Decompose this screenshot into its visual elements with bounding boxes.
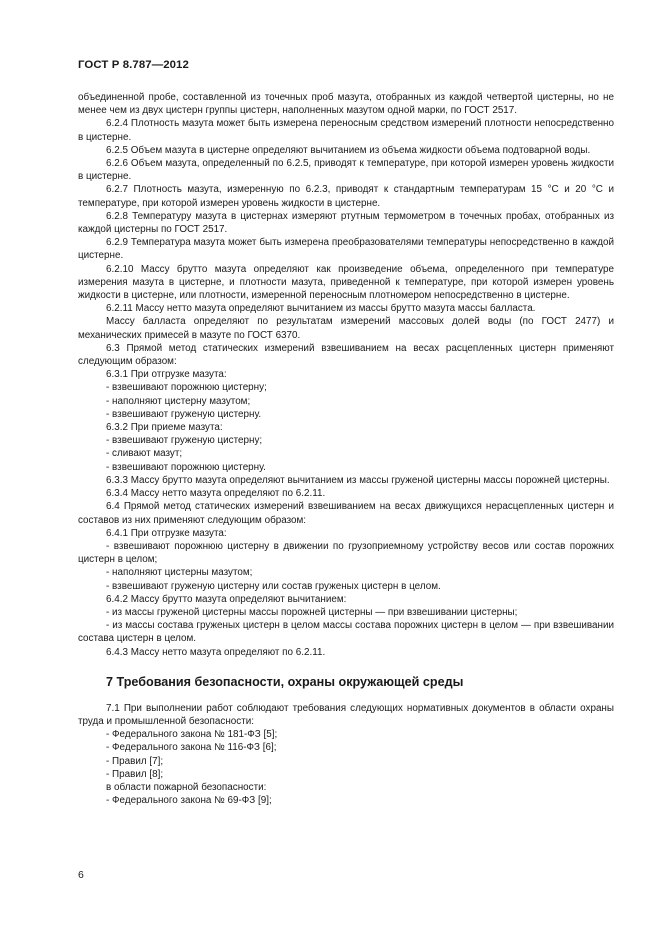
list-item: - Правил [8]; xyxy=(106,768,164,780)
paragraph: 6.2.10 Массу брутто мазута определяют как произведение объема, определенного при температуре измерения мазута в цистерне, и плотности мазута, приведенной к температуре, при которой измерен уровень жидкости в цистерне, или плотности, измеренной переносным плотномером непосредственно в цистерне. xyxy=(78,263,614,302)
list-item: - из массы груженой цистерны массы порожней цистерны — при взвешивании цистерны; xyxy=(106,606,518,618)
document-body xyxy=(78,91,614,807)
list-item: - Федерального закона № 116-ФЗ [6]; xyxy=(106,742,277,754)
list-item: - взвешивают порожнюю цистерну; xyxy=(106,382,267,394)
list-item: - сливают мазут; xyxy=(106,448,183,460)
paragraph: 6.2.4 Плотность мазута может быть измерена переносным средством измерений плотности непосредственно в цистерне. xyxy=(78,118,614,143)
list-item: - взвешивают груженую цистерну. xyxy=(106,408,262,420)
paragraph: 6.2.7 Плотность мазута, измеренную по 6.2.3, приводят к стандартным температурам 15 °С и 20 °С и температуре, при которой измерен уровень жидкости в цистерне. xyxy=(78,184,614,209)
list-item: 6.4.3 Массу нетто мазута определяют по 6.2.11. xyxy=(106,646,326,658)
paragraph: 6.3 Прямой метод статических измерений взвешиванием на весах расцепленных цистерн применяют следующим образом: xyxy=(78,342,614,368)
list-item: - Федерального закона № 181-ФЗ [5]; xyxy=(106,729,278,741)
paragraph: 6.2.6 Объем мазута, определенный по 6.2.5, приводят к температуре, при которой измерен уровень жидкости в цистерне. xyxy=(78,158,614,183)
list-item: 6.4.2 Массу брутто мазута определяют вычитанием: xyxy=(106,593,347,605)
section-7-heading: 7 Требования безопасности, охраны окружающей среды xyxy=(106,674,464,689)
list-item: - взвешивают груженую цистерну; xyxy=(106,435,263,447)
paragraph: 6.4 Прямой метод статических измерений взвешиванием на весах движущихся нерасцепленных цистерн и составов из них применяют следующим образом: xyxy=(78,501,614,526)
list-item: 6.3.4 Массу нетто мазута определяют по 6.2.11. xyxy=(106,488,326,500)
paragraph: 6.3.3 Массу брутто мазута определяют вычитанием из массы груженой цистерны массы порожней цистерны. xyxy=(106,474,610,486)
list-item: - Правил [7]; xyxy=(106,755,164,767)
paragraph: 6.2.11 Массу нетто мазута определяют вычитанием из массы брутто мазута массы балласта. xyxy=(106,303,536,315)
paragraph: 6.2.8 Температуру мазута в цистернах измеряют ртутным термометром в точечных пробах, отобранных из каждой цистерны по ГОСТ 2517. xyxy=(78,210,614,236)
list-item: в области пожарной безопасности: xyxy=(106,781,267,793)
paragraph: 7.1 При выполнении работ соблюдают требования следующих нормативных документов в области охраны труда и промышленной безопасности: xyxy=(78,702,614,727)
list-item: - наполняют цистерну мазутом; xyxy=(106,395,251,407)
paragraph: - из массы состава груженых цистерн в целом массы состава порожних цистерн в целом — при взвешивании состава цистерн в целом. xyxy=(78,620,614,645)
list-item: - Федерального закона № 69-ФЗ [9]; xyxy=(106,795,272,807)
section-7-text xyxy=(78,702,614,808)
list-item: - взвешивают груженую цистерну или состав груженых цистерн в целом. xyxy=(106,580,441,592)
standard-header: ГОСТ Р 8.787—2012 xyxy=(78,59,189,71)
paragraph: 6.2.5 Объем мазута в цистерне определяют вычитанием из объема жидкости объема подтоварной воды. xyxy=(106,144,591,156)
paragraph: Массу балласта определяют по результатам измерений массовых долей воды (по ГОСТ 2477) и механических примесей в мазуте по ГОСТ 6370. xyxy=(78,316,614,341)
section-6-text xyxy=(78,91,614,659)
list-item: 6.3.1 При отгрузке мазута: xyxy=(106,369,227,381)
paragraph: 6.2.9 Температура мазута может быть измерена преобразователями температуры непосредственно в каждой цистерне. xyxy=(78,237,614,262)
paragraph: - взвешивают порожнюю цистерну в движении по грузоприемному устройству весов или состав порожних цистерн в целом; xyxy=(78,540,614,566)
list-item: 6.4.1 При отгрузке мазута: xyxy=(106,527,227,539)
list-item: - взвешивают порожнюю цистерну. xyxy=(106,461,266,473)
page-number: 6 xyxy=(78,869,84,881)
paragraph: объединенной пробе, составленной из точечных проб мазута, отобранных из каждой четвертой цистерны, но не менее чем из двух цистерн группы цистерн, наполненных мазутом одной марки, по ГОСТ 2517. xyxy=(78,92,614,117)
list-item: - наполняют цистерны мазутом; xyxy=(106,567,253,579)
list-item: 6.3.2 При приеме мазута: xyxy=(106,422,223,434)
